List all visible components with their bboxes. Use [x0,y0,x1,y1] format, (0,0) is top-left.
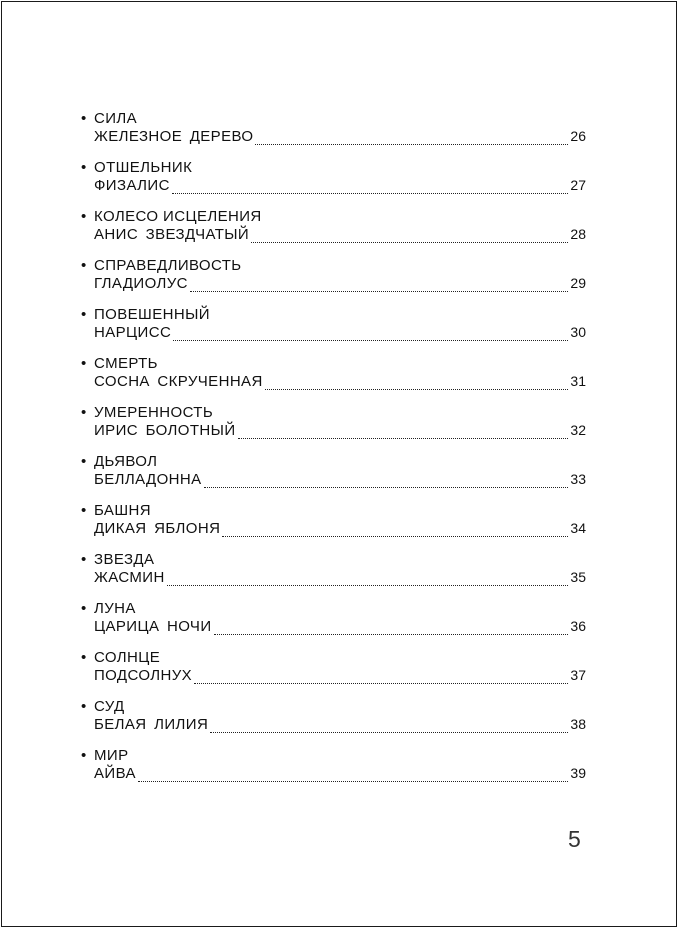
dot-leader [167,584,569,586]
toc-entry-page: 34 [570,520,586,536]
toc-entry-title [81,500,151,520]
toc-entry-title [81,549,154,569]
toc-entry-page: 38 [570,716,586,732]
toc-entry-title [81,255,242,275]
toc-entry-title-text: КОЛЕСО ИСЦЕЛЕНИЯ [94,207,262,225]
page-number: 5 [568,826,581,852]
toc-entry-page: 33 [570,471,586,487]
toc-entry-page: 29 [570,275,586,291]
toc-entry-title [81,598,136,618]
dot-leader [138,780,569,782]
toc-entry-plant: БЕЛЛАДОННА [94,471,202,488]
toc-entry-title [81,745,128,765]
toc-entry-line [94,520,586,540]
dot-leader [251,241,568,243]
toc-entry-line [94,373,586,393]
bullet-icon: • [81,599,87,617]
toc-entry-title-text: СУД [94,697,125,715]
toc-entry-page: 31 [570,373,586,389]
dot-leader [238,437,569,439]
dot-leader [190,290,569,292]
toc-entry[interactable] [81,353,586,402]
toc-entry-title-text: ПОВЕШЕННЫЙ [94,305,210,323]
toc-entry-line [94,324,586,344]
toc-entry-title-text: БАШНЯ [94,501,151,519]
toc-entry-page: 36 [570,618,586,634]
bullet-icon: • [81,550,87,568]
toc-entry-page: 30 [570,324,586,340]
dot-leader [210,731,568,733]
dot-leader [214,633,569,635]
toc-entry[interactable] [81,157,586,206]
toc-entry-page: 32 [570,422,586,438]
toc-entry[interactable] [81,451,586,500]
toc-entry[interactable] [81,549,586,598]
bullet-icon: • [81,256,87,274]
toc-entry-line [94,765,586,785]
toc-entry-page: 26 [570,128,586,144]
toc-entry[interactable] [81,108,586,157]
toc-entry-title [81,304,210,324]
toc-entry-plant: ФИЗАЛИС [94,177,170,194]
toc-entry-line [94,275,586,295]
bullet-icon: • [81,452,87,470]
bullet-icon: • [81,403,87,421]
bullet-icon: • [81,648,87,666]
toc-entry[interactable] [81,402,586,451]
toc-entry-line [94,716,586,736]
toc-entry-plant: ПОДСОЛНУХ [94,667,193,684]
toc-entry-plant: БЕЛАЯ ЛИЛИЯ [94,716,209,733]
toc-entry-title-text: СПРАВЕДЛИВОСТЬ [94,256,242,274]
toc-entry-line [94,471,586,491]
toc-entry-line [94,177,586,197]
toc-entry-title-text: СОЛНЦЕ [94,648,161,666]
toc-entry-title [81,157,192,177]
toc-entry-title-text: ЛУНА [94,599,136,617]
toc-entry-line [94,667,586,687]
toc-entry-plant: НАРЦИСС [94,324,172,341]
dot-leader [173,339,568,341]
toc-entry[interactable] [81,500,586,549]
toc-entry-line [94,128,586,148]
toc-entry[interactable] [81,304,586,353]
toc-entry-plant: ЦАРИЦА НОЧИ [94,618,212,635]
toc-entry[interactable] [81,255,586,304]
toc-entry-plant: ИРИС БОЛОТНЫЙ [94,422,236,439]
toc-entry-title [81,451,157,471]
toc-entry-title [81,647,160,667]
toc-entry[interactable] [81,745,586,794]
toc-entry-page: 39 [570,765,586,781]
toc-entry-plant: ЖАСМИН [94,569,165,586]
toc-entry-plant: СОСНА СКРУЧЕННАЯ [94,373,263,390]
toc-entry-title [81,108,137,128]
toc-entry-page: 28 [570,226,586,242]
table-of-contents [81,108,586,794]
toc-entry-title [81,696,125,716]
toc-entry[interactable] [81,206,586,255]
toc-entry-plant: ГЛАДИОЛУС [94,275,188,292]
toc-entry-title-text: СИЛА [94,109,138,127]
toc-entry[interactable] [81,598,586,647]
dot-leader [194,682,568,684]
toc-entry[interactable] [81,696,586,745]
dot-leader [265,388,569,390]
dot-leader [255,143,568,145]
toc-entry-title-text: МИР [94,746,129,764]
toc-entry-title-text: ОТШЕЛЬНИК [94,158,193,176]
toc-entry-title [81,402,213,422]
toc-entry-line [94,422,586,442]
toc-entry-line [94,618,586,638]
toc-entry-plant: ЖЕЛЕЗНОЕ ДЕРЕВО [94,128,254,145]
toc-entry-title-text: УМЕРЕННОСТЬ [94,403,214,421]
bullet-icon: • [81,746,87,764]
toc-entry-title-text: ДЬЯВОЛ [94,452,158,470]
toc-entry-page: 27 [570,177,586,193]
toc-entry-title-text: СМЕРТЬ [94,354,158,372]
bullet-icon: • [81,158,87,176]
toc-entry-plant: ДИКАЯ ЯБЛОНЯ [94,520,221,537]
bullet-icon: • [81,697,87,715]
toc-entry-line [94,226,586,246]
dot-leader [172,192,569,194]
toc-entry-page: 37 [570,667,586,683]
toc-entry-plant: АНИС ЗВЕЗДЧАТЫЙ [94,226,250,243]
toc-entry-page: 35 [570,569,586,585]
dot-leader [222,535,568,537]
toc-entry-line [94,569,586,589]
bullet-icon: • [81,305,87,323]
toc-entry[interactable] [81,647,586,696]
bullet-icon: • [81,501,87,519]
bullet-icon: • [81,109,87,127]
bullet-icon: • [81,354,87,372]
toc-entry-title [81,353,158,373]
bullet-icon: • [81,207,87,225]
dot-leader [204,486,569,488]
toc-entry-plant: АЙВА [94,765,136,782]
toc-entry-title-text: ЗВЕЗДА [94,550,155,568]
toc-entry-title [81,206,262,226]
